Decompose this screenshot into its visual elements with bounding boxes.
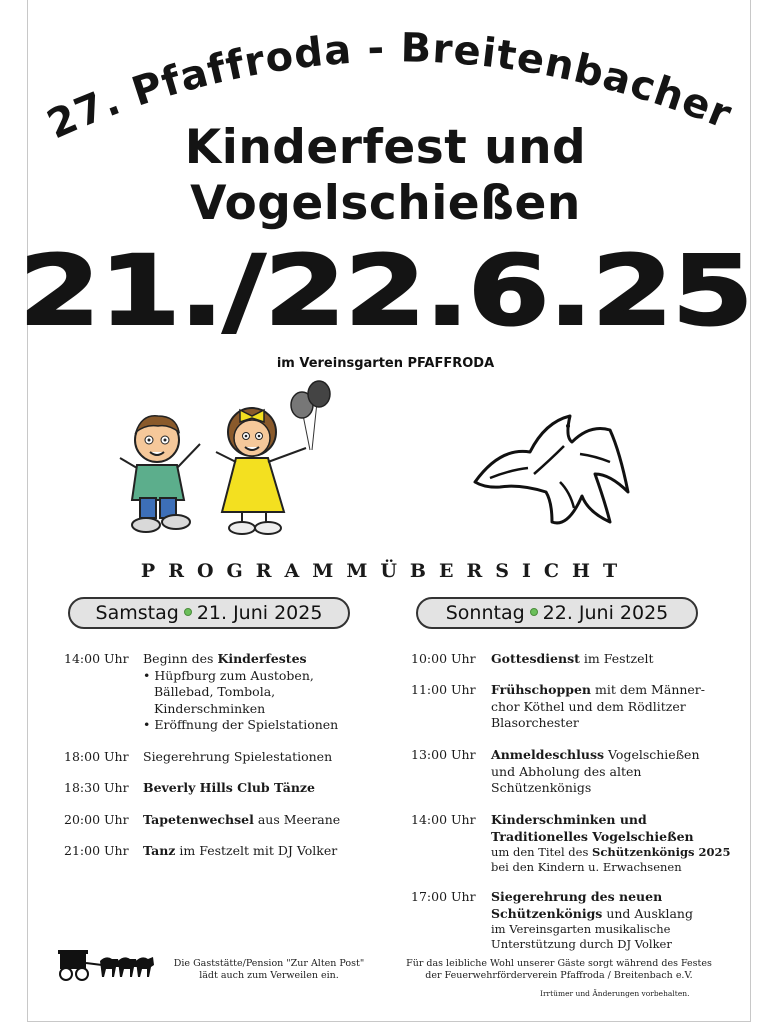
event-time: 18:30 Uhr: [64, 780, 129, 795]
event-title: Tapetenwechsel: [143, 812, 254, 827]
event-title: Gottesdienst: [491, 651, 580, 666]
program-heading: PROGRAMMÜBERSICHT: [140, 560, 631, 582]
event-detail: und Abholung des alten: [491, 763, 642, 779]
footer-left: [160, 958, 378, 982]
event-detail: bei den Kindern u. Erwachsenen: [491, 860, 682, 874]
event-detail: Blasorchester: [491, 715, 579, 730]
event-detail: • Eröffnung der Spielstationen: [143, 717, 339, 732]
event-title: Kinderfestes: [217, 651, 307, 666]
kids-illustration: [112, 380, 342, 555]
saturday-date: 21. Juni 2025: [196, 602, 323, 624]
event-detail: Schützenkönigs: [491, 780, 592, 795]
footer-left-line: Die Gaststätte/Pension "Zur Alten Post": [173, 958, 365, 969]
event-date: 21./22.6.25: [18, 235, 753, 347]
event-text: und Ausklang: [602, 905, 693, 921]
event-time: 14:00 Uhr: [64, 651, 129, 666]
event-time: 18:00 Uhr: [64, 749, 129, 764]
event-detail: Unterstützung durch DJ Volker: [491, 937, 672, 951]
sunday-day: Sonntag: [445, 602, 525, 624]
event-text: Vogelschießen: [604, 747, 700, 762]
footer-right-line: der Feuerwehrförderverein Pfaffroda / Breitenbach e.V.: [425, 970, 693, 981]
footer-right: [398, 958, 720, 982]
event-time: 13:00 Uhr: [411, 747, 476, 762]
event-title: Anmeldeschluss: [491, 747, 605, 762]
event-detail: Bällebad, Tombola,: [154, 684, 276, 699]
event-title: Siegerehrung des neuen: [491, 889, 663, 904]
event-detail: chor Köthel und dem Rödlitzer: [491, 698, 686, 714]
event-text: im Festzelt mit DJ Volker: [175, 843, 338, 858]
dot-icon: [530, 608, 538, 616]
event-time: 11:00 Uhr: [411, 682, 476, 697]
event-detail-bold: Schützenkönigs 2025: [592, 845, 731, 859]
event-title: Beverly Hills Club Tänze: [143, 780, 315, 795]
event-text: Siegerehrung Spielestationen: [143, 749, 333, 764]
dove-illustration: [470, 412, 635, 532]
event-time: 17:00 Uhr: [411, 889, 476, 904]
event-text: mit dem Männer-: [591, 682, 706, 697]
event-title: Traditionelles Vogelschießen: [491, 828, 694, 844]
footer-left-line: lädt auch zum Verweilen ein.: [199, 970, 339, 981]
footer-right-line: Für das leibliche Wohl unserer Gäste sorgt während des Festes: [406, 958, 712, 969]
event-time: 10:00 Uhr: [411, 651, 476, 666]
event-title: Schützenkönigs: [491, 905, 603, 921]
event-text: Beginn des: [143, 651, 218, 666]
event-text: aus Meerane: [253, 812, 341, 827]
event-detail: im Vereinsgarten musikalische: [491, 922, 671, 936]
event-title: Tanz: [143, 843, 176, 858]
event-time: 14:00 Uhr: [411, 812, 476, 827]
title-line-1: Kinderfest und: [184, 120, 587, 175]
title-line-2: Vogelschießen: [190, 176, 581, 231]
event-title: Frühschoppen: [491, 682, 592, 697]
sunday-date: 22. Juni 2025: [542, 602, 669, 624]
disclaimer: Irrtümer und Änderungen vorbehalten.: [540, 989, 690, 998]
event-text: im Festzelt: [579, 651, 654, 666]
event-detail: • Hüpfburg zum Austoben,: [143, 667, 314, 683]
event-title: Kinderschminken und: [491, 812, 647, 827]
venue: im Vereinsgarten PFAFFRODA: [276, 356, 495, 371]
dot-icon: [184, 608, 192, 616]
event-time: 20:00 Uhr: [64, 812, 129, 827]
carriage-icon: [56, 947, 156, 983]
event-detail: um den Titel des: [491, 845, 593, 859]
event-detail: Kinderschminken: [154, 700, 266, 716]
saturday-day: Samstag: [95, 602, 179, 624]
sunday-pill: [416, 597, 698, 629]
saturday-pill: [68, 597, 350, 629]
event-time: 21:00 Uhr: [64, 843, 129, 858]
arc-title-text: 27. Pfaffroda - Breitenbacher: [40, 25, 739, 149]
event-description: [143, 651, 338, 734]
